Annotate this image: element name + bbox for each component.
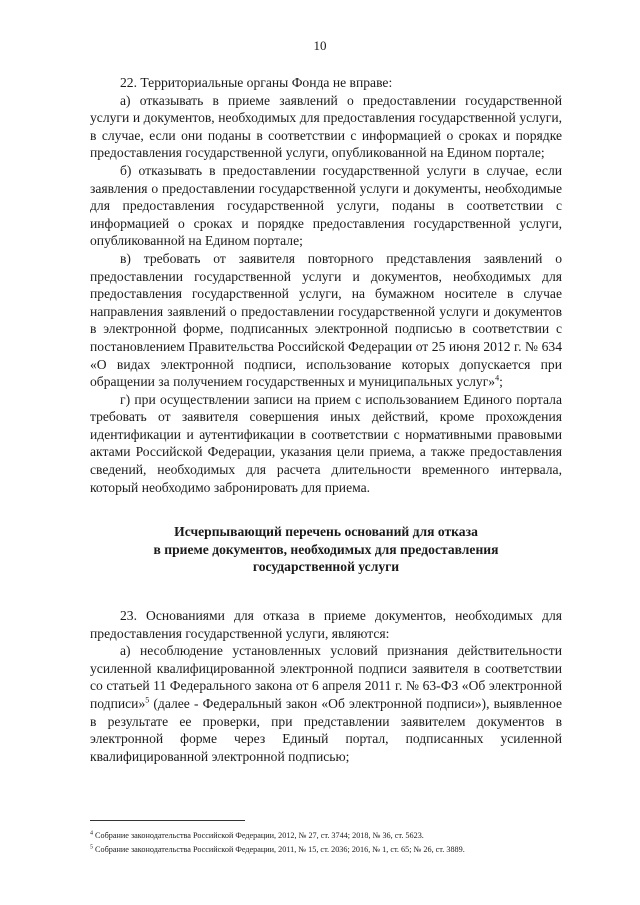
footnote-5 [90,843,570,857]
footnote-ref-4: 4 [495,373,500,383]
footnote-mark: 5 [90,844,93,851]
page-number: 10 [313,38,327,53]
footnotes [90,829,570,857]
footnote-mark: 4 [90,830,93,837]
heading-line-3: государственной услуги [252,559,400,575]
section-23-item-a-text-end: (далее - Федеральный закон «Об электронной подписи»), выявленное в результате ее проверки, при представлении заявителем документов в электронной форме через Единый портал, подписанных усиленной квалифицированной электронной подписью; [90,696,562,764]
section-22-intro: 22. Территориальные органы Фонда не вправе: [120,75,393,90]
section-heading [90,523,562,576]
section-22-item-b: б) отказывать в предоставлении государственной услуги в случае, если заявления о предоставлении государственной услуги и документы, необходимые для предоставления государственной услуги, поданы в соответствии с информацией о сроках и порядке предоставления государственной услуги, опубликованной на Едином портале; [90,162,562,249]
heading-line-2: в приеме документов, необходимых для предоставления [153,541,499,557]
section-23-intro: 23. Основаниями для отказа в приеме документов, необходимых для предоставления государственной услуги, являются: [90,608,562,641]
section-22-item-v-end: ; [499,374,503,390]
section-22-item-v [90,250,562,391]
footnote-4 [90,829,570,843]
section-23-item-a [90,642,562,765]
footnote-divider [90,820,245,821]
footnote-text: Собрание законодательства Российской Федерации, 2011, № 15, ст. 2036; 2016, № 1, ст. 65; № 26, ст. 3889. [93,845,465,854]
section-22-item-a: а) отказывать в приеме заявлений о предоставлении государственной услуги и документов, необходимых для предоставления государственной услуги, в случае, если они поданы в соответствии с информацией о сроках и порядке предоставления государственной услуги, опубликованной на Едином портале; [90,92,562,161]
footnote-ref-5: 5 [145,695,150,705]
heading-line-1: Исчерпывающий перечень оснований для отказа [174,524,478,540]
section-23-item-a-text: а) несоблюдение установленных условий признания действительности усиленной квалифицированной электронной подписи заявителя в соответствии со статьей 11 Федерального закона от 6 апреля 2011 г. № 63-ФЗ «Об электронной подписи» [90,643,562,711]
section-22-item-g: г) при осуществлении записи на прием с использованием Единого портала требовать от заявителя совершения иных действий, кроме прохождения идентификации и аутентификации в соответствии с нормативными правовыми актами Российской Федерации, указания цели приема, а также предоставления сведений, необходимых для расчета длительности временного интервала, который необходимо забронировать для приема. [90,391,562,495]
document-body [90,74,562,765]
section-22-item-v-text: в) требовать от заявителя повторного представления заявлений о предоставлении государственной услуги и документов, необходимых для предоставления государственной услуги, на бумажном носителе в случае направления заявлений о предоставлении государственной услуги и документов в электронной форме, подписанных электронной подписью в соответствии с постановлением Правительства Российской Федерации от 25 июня 2012 г. № 634 «О видах электронной подписи, использование которых допускается при обращении за получением государственных и муниципальных услуг» [90,250,562,390]
footnote-text: Собрание законодательства Российской Федерации, 2012, № 27, ст. 3744; 2018, № 36, ст. 5623. [93,831,424,840]
